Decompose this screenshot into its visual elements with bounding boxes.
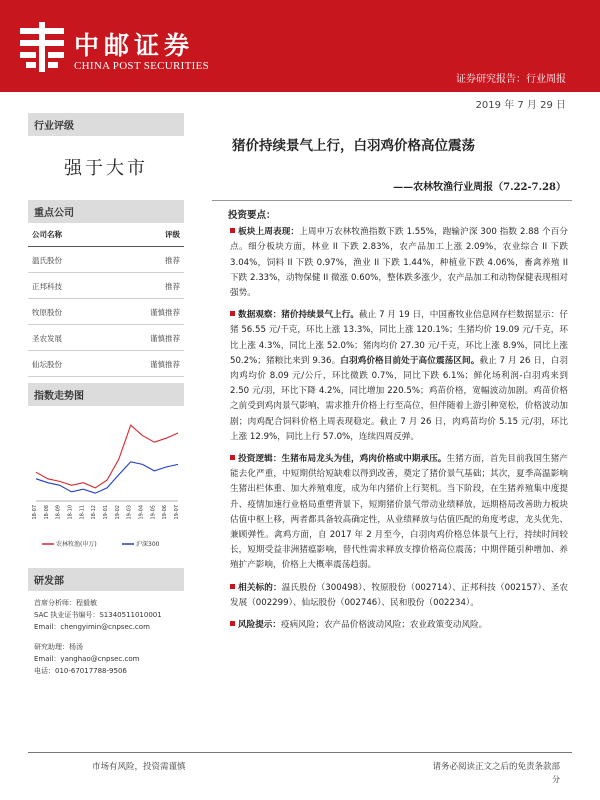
point-label: 风险提示：	[238, 620, 281, 631]
analyst-line: Email：chengyimin@cnpsec.com	[34, 623, 150, 631]
report-title: 猪价持续景气上行，白羽鸡价格高位震荡	[232, 138, 475, 154]
x-tick-label: 19-03	[126, 505, 133, 520]
sidebar	[28, 113, 184, 677]
bullet-icon	[230, 311, 235, 316]
company-name: 仙坛股份	[28, 351, 106, 377]
legend-label-0: 农林牧渔(申万)	[56, 541, 97, 548]
company-rating: 谨慎推荐	[106, 299, 184, 325]
x-tick-label: 19-05	[150, 505, 157, 520]
table-row	[28, 247, 184, 273]
bullet-icon	[230, 621, 235, 626]
analyst-line	[34, 633, 178, 641]
footer-risk-note: 市场有风险，投资需谨慎	[92, 762, 186, 772]
x-tick-label: 18-11	[79, 505, 86, 520]
company-name: 牧原股份	[28, 299, 106, 325]
x-tick-label: 19-02	[114, 505, 121, 520]
point-label: 投资逻辑：生猪布局龙头为佳，鸡肉价格或中期承压。	[238, 454, 447, 465]
point-bold: 白羽鸡价格目前处于高位震荡区间。	[340, 355, 480, 366]
table-row	[28, 325, 184, 351]
point-market	[228, 225, 568, 301]
x-tick-label: 18-12	[91, 505, 98, 520]
x-tick-label: 18-09	[55, 505, 62, 520]
x-tick-label: 18-07	[32, 505, 38, 520]
brand-name: 中邮证券	[74, 31, 195, 60]
point-risk	[228, 618, 568, 633]
rating-heading: 行业评级	[28, 113, 184, 136]
report-type: 证券研究报告：行业周报	[456, 74, 566, 85]
companies-heading: 重点公司	[28, 200, 184, 223]
legend-label-1: 沪深300	[136, 541, 160, 548]
x-tick-label: 19-07	[174, 505, 180, 520]
company-name: 正邦科技	[28, 273, 106, 299]
point-label: 相关标的：	[238, 582, 282, 593]
industry-rating: 强于大市	[64, 158, 148, 179]
x-tick-label: 18-08	[43, 505, 50, 520]
company-rating: 谨慎推荐	[106, 325, 184, 351]
col-rating: 评级	[106, 223, 184, 247]
companies-table	[28, 223, 184, 377]
analyst-line: 研究助理：杨汤	[34, 643, 83, 651]
divider	[212, 200, 572, 201]
company-name: 圣农发展	[28, 325, 106, 351]
table-row	[28, 299, 184, 325]
point-label: 数据观察：猪价持续景气上行。	[238, 310, 360, 321]
main-content	[228, 208, 568, 640]
chart-heading: 指数走势图	[28, 383, 184, 406]
bullet-icon	[230, 584, 235, 589]
point-targets	[228, 581, 568, 611]
point-text: 温氏股份（300498）、牧原股份（002714）、正邦科技（002157）、圣农发展（002299）、仙坛股份（002746）、民和股份（002234）。	[230, 582, 568, 608]
analyst-line: SAC 执业证书编号：S1340511010001	[34, 611, 162, 619]
point-text: 截止 7 月 19 日，中国畜牧业信息网存栏数据显示：仔猪 56.55 元/千克，环比上涨 13.3%，同比上涨 120.1%；生猪均价 19.09 元/千克，环比上涨 4.3%，同比上涨 52.0%；猪肉均价 27.30 元/千克，环比上涨 8.9%，同比上涨 50.2%；猪粮比来到 9.36。	[230, 310, 568, 366]
brand-name-en: CHINA POST SECURITIES	[74, 60, 210, 72]
report-subtitle: ——农林牧渔行业周报（7.22-7.28）	[393, 182, 566, 193]
analyst-line: 首席分析师：程毅敏	[34, 599, 97, 607]
point-text: 截止 7 月 26 日，白羽肉鸡均价 8.09 元/公斤，环比微跌 0.7%，同比下跌 6.1%；鲜化场利润-白羽鸡来到 2.50 元/羽，环比下降 4.2%，同比增加 220.5%；鸡苗价格，宽幅波动加剧。鸡苗价格之前受到鸡肉景气影响，需求推升价格上行至高位，但伴随着上游引种宽松，价格波动加剧；肉鸡配合饲料价格上周表现稳定。截止 7 月 26 日，肉鸡苗均价 5.15 元/羽，环比上涨 12.9%，同比上行 57.0%，连续四周反弹。	[230, 355, 568, 442]
company-name: 温氏股份	[28, 247, 106, 273]
bullet-icon	[230, 455, 235, 460]
point-label: 板块上周表现：	[238, 227, 300, 238]
china-post-logo-icon	[18, 22, 66, 72]
footer-disclaimer: 请务必阅读正文之后的免责条款部	[432, 762, 560, 772]
company-rating: 谨慎推荐	[106, 351, 184, 377]
analyst-line: 电话：010-67017788-9506	[34, 667, 127, 675]
table-row	[28, 351, 184, 377]
index-trend-chart	[28, 406, 184, 556]
point-text: 生猪方面，首先目前我国生猪产能去化严重，中短期供给短缺难以得到改善，奠定了猪价景气基础；其次，夏季高温影响生猪出栏体重、加大养殖难度，成为年内猪价上行契机。当下阶段，在生猪养殖集中度提升、疫情加速行业格局重塑背景下，短期猪价景气带动业绩释放，远期格局改善助力板块估值中枢上移，两者都具备较高确定性，从业绩释放与估值匹配的角度考虑，龙头优先、兼顾弹性。禽鸡方面，自 2017 年 2 月至今，白羽肉鸡价格总体景气上行，持续时间较长，短期受益非洲猪瘟影响，替代性需求释放支撑价格高位震荡；中期伴随引种增加、养殖扩产影响，价格上大概率震荡趋弱。	[230, 454, 568, 571]
point-text: 上周申万农林牧渔指数下跌 1.55%，跑输沪深 300 指数 2.88 个百分点。细分板块方面，林业 II 下跌 2.83%，农产品加工上涨 2.09%，农业综合 II 下跌 3.04%，饲料 II 下跌 0.97%，渔业 II 下跌 1.44%，种植业下跌 4.06%，畜禽养殖 II 下跌 2.33%，动物保健 II 微涨 0.60%，整体跌多涨少，农产品加工和动物保健表现相对强势。	[230, 227, 568, 299]
point-logic	[228, 452, 568, 574]
analyst-line: Email：yanghao@cnpsec.com	[34, 655, 140, 663]
report-date: 2019 年 7 月 29 日	[475, 100, 566, 111]
points-heading: 投资要点：	[228, 210, 276, 221]
table-row	[28, 273, 184, 299]
x-tick-label: 19-01	[103, 505, 109, 520]
footer-divider	[28, 752, 572, 753]
bullet-icon	[230, 228, 235, 233]
footer-disclaimer-end: 分	[552, 775, 560, 784]
x-tick-label: 18-10	[67, 505, 74, 520]
company-rating: 推荐	[106, 273, 184, 299]
point-data	[228, 308, 568, 445]
header-banner	[0, 0, 600, 92]
x-tick-label: 19-04	[138, 505, 145, 520]
point-text: 疫病风险；农产品价格波动风险；农业政策变动风险。	[280, 620, 488, 631]
x-tick-label: 19-06	[162, 505, 169, 520]
table-header-row	[28, 223, 184, 247]
analyst-info	[28, 591, 184, 677]
series-line-1	[36, 462, 178, 493]
index-chart-section	[28, 383, 184, 560]
col-company-name: 公司名称	[28, 223, 106, 247]
series-line-0	[36, 425, 178, 488]
analyst-heading: 研发部	[28, 568, 184, 591]
company-rating: 推荐	[106, 247, 184, 273]
